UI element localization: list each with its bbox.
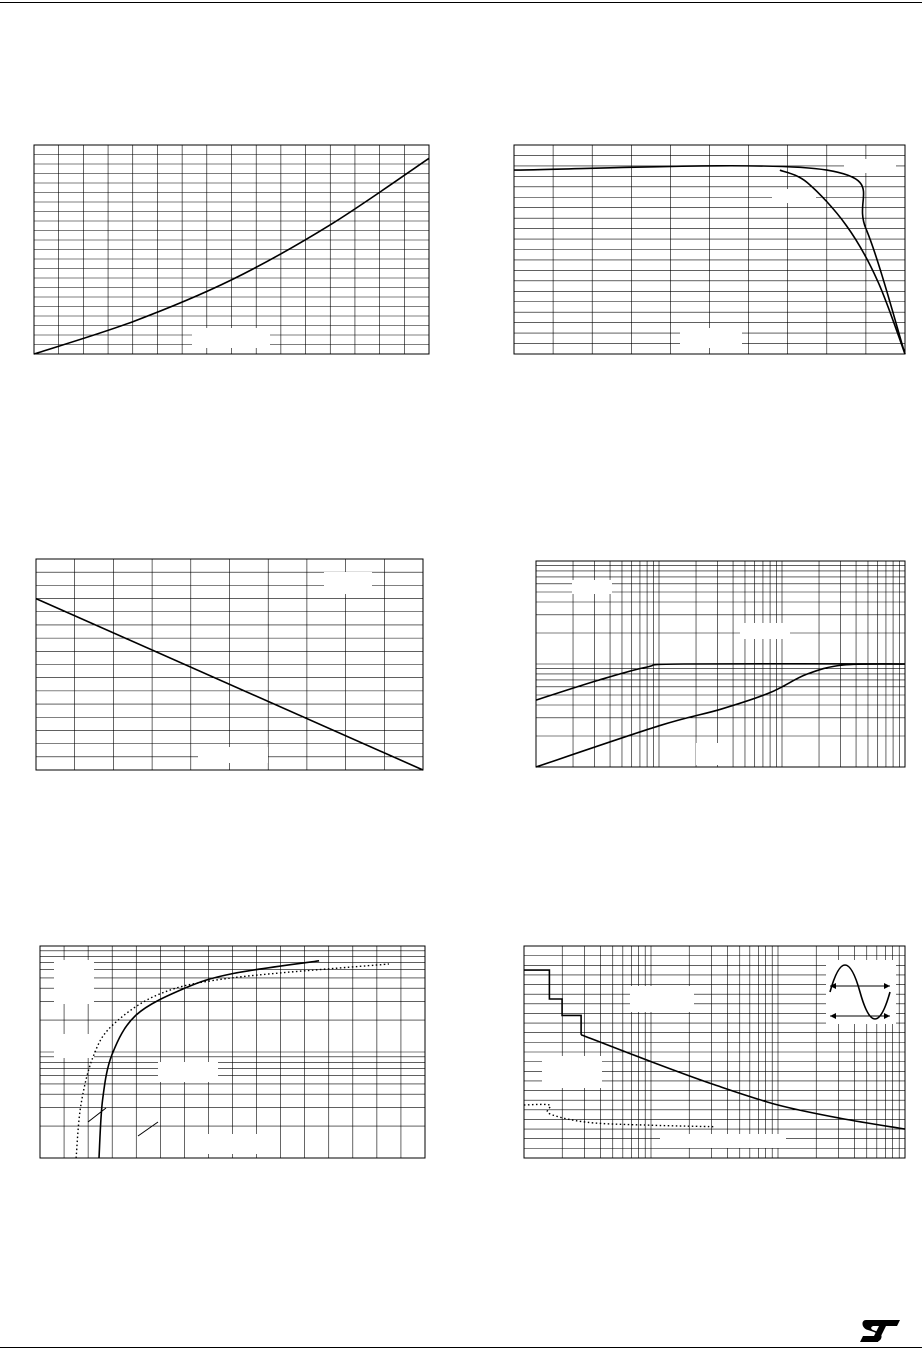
chart-3-label-box-2 (198, 747, 268, 763)
chart-3-label-box (324, 572, 372, 594)
chart-3 (36, 559, 423, 770)
chart-1-label-box (192, 328, 270, 348)
chart-5-label-box-2 (54, 1034, 94, 1058)
chart-5-annotation-arrow-2 (138, 1122, 158, 1136)
st-logo-icon (858, 1318, 902, 1344)
chart-5-annotation-arrow-1 (88, 1108, 106, 1122)
chart-4 (536, 561, 905, 767)
chart-5-label-box-3 (158, 1062, 218, 1082)
chart-2-label-box-3 (680, 328, 742, 348)
chart-2-label-box (844, 159, 896, 173)
chart-6 (524, 946, 905, 1158)
chart-5 (40, 946, 425, 1158)
chart-5-series-line-1 (99, 961, 319, 1158)
chart-6-series-line-2 (581, 1035, 905, 1129)
chart-4-label-box-3 (696, 743, 730, 765)
chart-4-label-box-2 (740, 623, 790, 639)
chart-6-label-box-2 (542, 1056, 602, 1088)
chart-6-label-box-3 (660, 1134, 786, 1148)
chart-2-label-box-2 (772, 189, 816, 203)
chart-4-label-box (572, 580, 612, 594)
bottom-rule (0, 1347, 922, 1348)
chart-5-label-box (54, 960, 94, 1004)
top-rule (0, 2, 922, 3)
chart-6-series-line-1 (524, 970, 581, 1035)
chart-6-series-line-3 (524, 1104, 715, 1126)
chart-5-label-box-4 (198, 1134, 274, 1154)
chart-4-series-line-1 (536, 664, 905, 700)
chart-6-label-box (630, 986, 694, 1012)
chart-1 (34, 145, 429, 354)
chart-1-grid (34, 145, 429, 354)
chart-2-grid (514, 145, 905, 354)
chart-2 (514, 145, 905, 354)
